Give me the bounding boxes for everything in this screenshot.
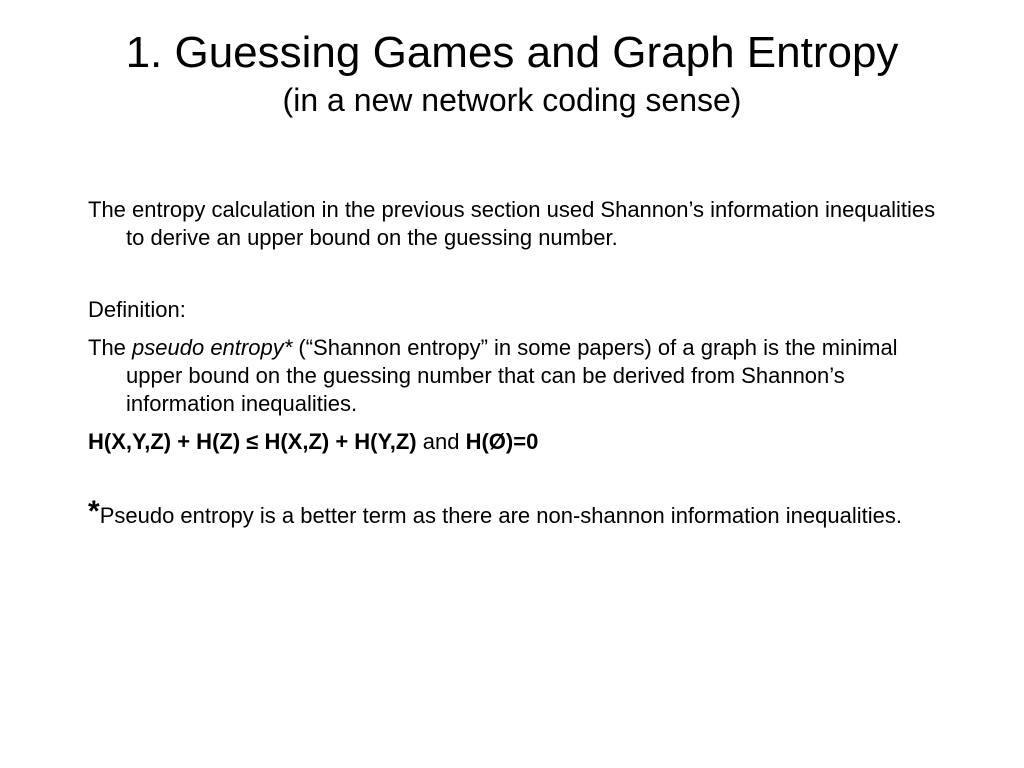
footnote-marker: *	[88, 495, 100, 528]
formula-base-case: H(Ø)=0	[465, 429, 539, 454]
footnote-text: Pseudo entropy is a better term as there are non-shannon information inequalities.	[99, 503, 902, 528]
slide-body	[88, 196, 948, 530]
definition-prefix: The	[88, 335, 133, 360]
slide-title: 1. Guessing Games and Graph Entropy	[125, 28, 899, 77]
definition-text: (“Shannon entropy” in some papers) of a graph is the minimal upper bound on the guessing number that can be derived from Shannon’s information inequalities.	[126, 335, 898, 416]
title-block	[60, 26, 964, 120]
definition-paragraph	[88, 334, 948, 418]
formula-connector: and	[416, 429, 466, 454]
formula-line	[88, 428, 948, 456]
slide-subtitle: (in a new network coding sense)	[282, 82, 742, 118]
footnote	[88, 495, 948, 530]
formula-inequality: H(X,Y,Z) + H(Z) ≤ H(X,Z) + H(Y,Z)	[88, 429, 417, 454]
definition-label: Definition:	[88, 297, 186, 322]
definition-term: pseudo entropy*	[132, 335, 293, 360]
intro-paragraph: The entropy calculation in the previous section used Shannon’s information inequalities to derive an upper bound on the guessing number.	[88, 197, 936, 250]
